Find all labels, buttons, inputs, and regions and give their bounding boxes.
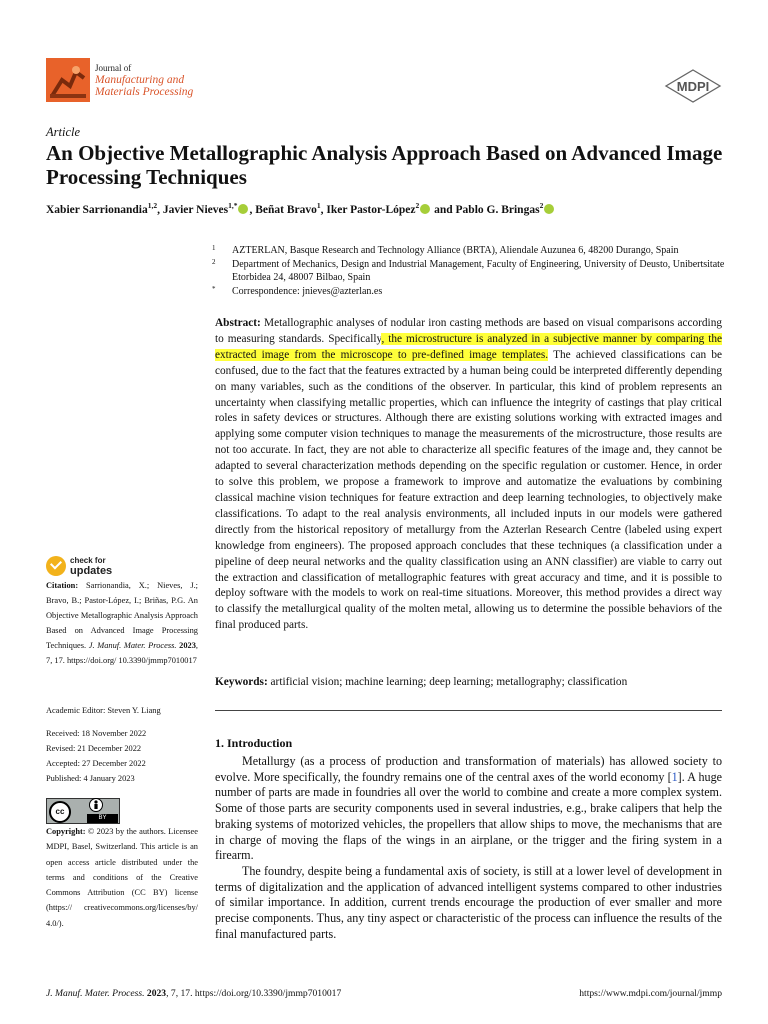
author-separator: , — [249, 203, 256, 216]
author-separator: , — [157, 203, 163, 216]
author-separator: and — [431, 203, 456, 216]
citation-block — [46, 578, 198, 669]
footer-journal: J. Manuf. Mater. Process. — [46, 988, 145, 999]
check-updates-line2: updates — [70, 565, 113, 577]
citation-text: Sarrionandia, X.; Nieves, J.; Bravo, B.; Pastor-López, I.; Briñas, P.G. An Objective Metallographic Analysis Approach Based on Advanced Image Processing Techniques. — [46, 581, 198, 651]
paragraph-1 — [215, 754, 722, 864]
author-name: Javier Nieves — [162, 203, 229, 216]
orcid-icon[interactable] — [238, 204, 248, 214]
journal-of-label: Journal of — [95, 63, 132, 73]
copyright-text: © 2023 by the authors. Licensee MDPI, Basel, Switzerland. This article is an open access article distributed under the terms and conditions of the Creative Commons Attribution (CC BY) license (https:// creativecommons.org/licenses/by/ 4.0/). — [46, 827, 198, 928]
author-affiliation-marker: 1 — [316, 201, 321, 210]
correspondence-marker: * — [212, 285, 216, 293]
abstract-label: Abstract: — [215, 317, 261, 329]
academic-editor: Academic Editor: Steven Y. Liang — [46, 706, 161, 715]
paragraph-2: The foundry, despite being a fundamental axis of society, is still at a lower level of development in terms of digitalization and the application of advanced intelligent systems compared to other industries of similar importance. In addition, current trends encourage the production of ever smaller and more precise components. Thus, any tiny aspect or characteristic of the process can influence the results of the final manufactured parts. — [215, 863, 722, 941]
cc-by-label: BY — [87, 814, 118, 823]
journal-name-line1: Manufacturing and — [95, 74, 185, 86]
author-affiliation-marker: 2 — [415, 201, 420, 210]
received-date: Received: 18 November 2022 — [46, 729, 147, 738]
author-affiliation-marker: 1,* — [228, 201, 238, 210]
accepted-date: Accepted: 27 December 2022 — [46, 759, 146, 768]
citation-link-1[interactable]: 1 — [671, 769, 678, 784]
affiliation-1 — [212, 244, 725, 257]
author-list — [46, 201, 726, 216]
check-updates-line1: check for — [70, 556, 106, 565]
section-divider — [215, 710, 722, 711]
cc-icon: cc — [49, 801, 71, 823]
mdpi-logo — [664, 68, 722, 104]
orcid-icon[interactable] — [544, 204, 554, 214]
published-date: Published: 4 January 2023 — [46, 774, 135, 783]
citation-volume-doi: , 7, 17. https://doi.org/ 10.3390/jmmp7010017 — [46, 641, 198, 666]
orcid-icon[interactable] — [420, 204, 430, 214]
citation-journal: J. Manuf. Mater. Process. — [88, 641, 177, 651]
keywords — [215, 676, 722, 688]
keywords-label: Keywords: — [215, 676, 268, 688]
author-name: Pablo G. Bringas — [455, 203, 540, 216]
author-name: Beñat Bravo — [255, 203, 317, 216]
footer-year: 2023 — [146, 988, 167, 999]
abstract — [215, 316, 722, 634]
revised-date: Revised: 21 December 2022 — [46, 744, 142, 753]
author-affiliation-marker: 2 — [539, 201, 544, 210]
article-title: An Objective Metallographic Analysis Approach Based on Advanced Image Processing Techniques — [46, 141, 723, 189]
mdpi-logo-text: MDPI — [676, 79, 710, 94]
introduction-body — [215, 754, 722, 942]
author-name: Iker Pastor-López — [326, 203, 416, 216]
journal-title-block — [95, 62, 193, 98]
abstract-text-pre: Metallographic analyses of nodular iron casting methods are based on visual comparisons according to measuring standards. Specifically — [215, 317, 722, 345]
article-type: Article — [46, 125, 81, 139]
keywords-text: artificial vision; machine learning; deep learning; metallography; classification — [267, 676, 628, 688]
citation-year: 2023 — [179, 641, 196, 651]
copyright-label: Copyright: — [46, 827, 86, 836]
footer-citation — [46, 988, 341, 999]
affiliation-2-text: Department of Mechanics, Design and Industrial Management, Faculty of Engineering, University of Deusto, Unibertsitate Etorbidea 24, 48007 Bilbao, Spain — [232, 259, 725, 283]
affiliation-1-text: AZTERLAN, Basque Research and Technology Alliance (BRTA), Aliendale Auzunea 6, 48200 Durango, Spain — [232, 245, 679, 256]
check-updates-icon — [46, 556, 66, 576]
author-separator: , — [320, 203, 327, 216]
abstract-text-post: The achieved classifications can be confused, due to the fact that the features extracted by a human being could be interpreted differently depending on many variables, such as the conditions of the observer. In particular, this kind of problem represents an uncertainty when classifying metallic properties, which can influence the integrity of castings that play critical roles in safety devices or structures. Although there are existing solutions working with extracted images and applying some computer vision techniques to manage the measurements of the microstructure, those results are not too accurate. In fact, they are not able to characterize all specific features of the image and, they cannot be adapted to several characterization methods depending on the specific regulation or customer. Hence, in order to solve this problem, we propose a framework to improve and automatize the evaluations by combining classical machine vision techniques for feature extraction and deep learning technologies, to objectively make classifications. To adapt to the real analysis environments, all included inputs in our models were gathered directly from the historical repository of metallurgy from the Azterlan Research Centre (labeled using expert knowledge from engineers). The proposed approach concludes that these techniques (a classification under a pipeline of deep neural networks and the quality classification using an ANN classifier) are viable to carry out the extraction and classification of metallographic features with great accuracy and time, and it is possible to deploy software with the models to work on real-time situations. Moreover, this method provides a direct way to classify the metallurgical quality of the molten metal, allowing us to determine the possible behaviors of the final produced parts. — [215, 348, 722, 632]
affiliation-1-number: 1 — [212, 244, 216, 252]
affiliation-2-number: 2 — [212, 258, 216, 266]
footer-journal-url[interactable]: https://www.mdpi.com/journal/jmmp — [579, 988, 722, 999]
abstract-highlighted-text: , the microstructure is analyzed in a subjective manner by comparing the extracted image from the microscope to pre-defined image templates. — [215, 332, 723, 361]
paragraph-1-text-a: Metallurgy (as a process of production and transformation of materials) has allowed society to evolve. More specifically, the foundry remains one of the central axes of the world economy [ — [215, 754, 722, 784]
footer-volume-doi: , 7, 17. https://doi.org/10.3390/jmmp7010017 — [166, 988, 342, 999]
author-affiliation-marker: 1,2 — [147, 201, 158, 210]
check-for-updates-button[interactable] — [46, 553, 156, 579]
citation-label: Citation: — [46, 581, 79, 590]
cc-by-license-badge[interactable] — [46, 798, 120, 824]
journal-name-line2: Materials Processing — [95, 86, 194, 98]
author-name: Xabier Sarrionandia — [46, 203, 148, 216]
copyright-notice — [46, 824, 198, 931]
section-heading-introduction: 1. Introduction — [215, 736, 293, 750]
correspondence-text: Correspondence: jnieves@azterlan.es — [232, 286, 383, 297]
person-icon — [89, 798, 103, 812]
journal-logo — [46, 58, 90, 102]
correspondence — [212, 285, 725, 298]
paragraph-1-text-b: ]. A huge number of parts are made in foundries all over the world to combine and create a more complex system. Some of those parts are security components used in several industries, e.g., brake calipers that help the braking systems of motorized vehicles, the propellers that allow ships to move, the mechanisms that are in charge of moving the flaps of the wings in an airplane, or the trigger and the firing system in a firearm. — [215, 769, 722, 863]
affiliation-2 — [212, 258, 725, 284]
